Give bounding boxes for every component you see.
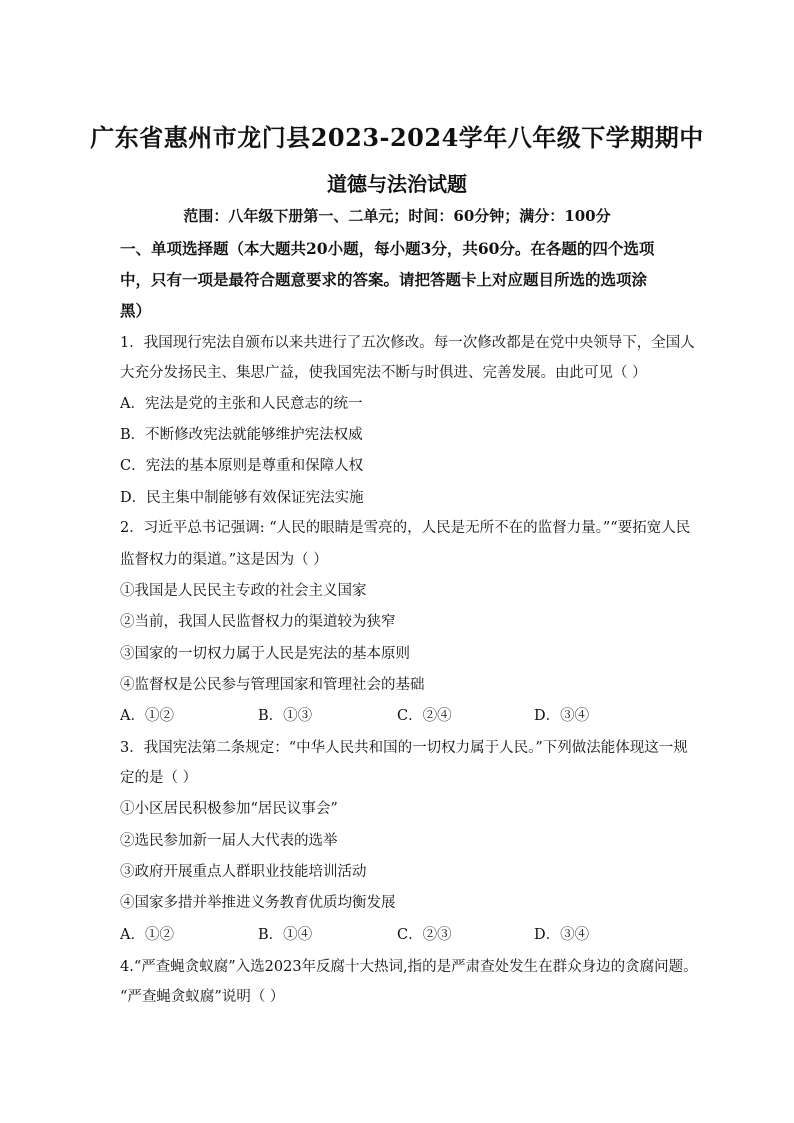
exam-title: 广东省惠州市龙门县2023-2024学年八年级下学期期中 <box>90 123 704 152</box>
q3-option-d: D．③④ <box>534 927 590 943</box>
q4-stem-line-1: 4.“严查蝇贪蚁腐”入选2023年反腐十大热词,指的是严肃查处发生在群众身边的贪腐问题。 <box>120 959 698 975</box>
q2-option-b: B．①③ <box>258 708 313 724</box>
exam-scope: 范围：八年级下册第一、二单元；时间：60分钟；满分：100分 <box>183 207 611 225</box>
q1-option-b: B．不断修改宪法就能够维护宪法权威 <box>120 427 363 443</box>
q2-stem-line-1: 2．习近平总书记强调: “人民的眼睛是雪亮的，人民是无所不在的监督力量。”“要拓宽人民 <box>120 520 691 536</box>
q4-stem-line-2: “严查蝇贪蚁腐”说明（ ） <box>120 989 285 1005</box>
q1-option-c: C．宪法的基本原则是尊重和保障人权 <box>120 458 364 474</box>
exam-subtitle: 道德与法治试题 <box>327 172 467 196</box>
q2-stem-line-2: 监督权力的渠道。”这是因为（ ） <box>120 552 328 568</box>
q2-statement-2: ②当前，我国人民监督权力的渠道较为狭窄 <box>120 614 396 630</box>
q3-option-a: A．①② <box>120 927 174 943</box>
q1-option-a: A．宪法是党的主张和人民意志的统一 <box>120 396 363 412</box>
q2-option-a: A．①② <box>120 708 174 724</box>
q2-option-c: C．②④ <box>397 708 452 724</box>
q3-stem-line-1: 3．我国宪法第二条规定：“中华人民共和国的一切权力属于人民。”下列做法能体现这一规 <box>120 740 688 756</box>
q2-statement-4: ④监督权是公民参与管理国家和管理社会的基础 <box>120 677 425 693</box>
section-heading-line-1: 一、单项选择题（本大题共20小题，每小题3分，共60分。在各题的四个选项 <box>120 239 655 258</box>
q2-statement-1: ①我国是人民民主专政的社会主义国家 <box>120 583 367 599</box>
q3-option-c: C．②③ <box>397 927 452 943</box>
section-heading-line-3: 黑） <box>120 301 152 320</box>
q2-option-d: D．③④ <box>534 708 590 724</box>
q3-option-b: B．①④ <box>258 927 313 943</box>
q3-stem-line-2: 定的是（ ） <box>120 770 198 786</box>
q1-option-d: D．民主集中制能够有效保证宪法实施 <box>120 490 364 506</box>
section-heading-line-2: 中，只有一项是最符合题意要求的答案。请把答题卡上对应题目所选的选项涂 <box>120 270 648 289</box>
q1-stem-line-1: 1．我国现行宪法自颁布以来共进行了五次修改。每一次修改都是在党中央领导下，全国人 <box>120 335 695 351</box>
q3-statement-2: ②选民参加新一届人大代表的选举 <box>120 833 338 849</box>
q1-stem-line-2: 大充分发扬民主、集思广益，使我国宪法不断与时俱进、完善发展。由此可见（ ） <box>120 365 647 381</box>
q3-statement-4: ④国家多措并举推进义务教育优质均衡发展 <box>120 895 396 911</box>
q3-statement-1: ①小区居民积极参加“居民议事会” <box>120 801 338 817</box>
q3-statement-3: ③政府开展重点人群职业技能培训活动 <box>120 864 367 880</box>
q2-statement-3: ③国家的一切权力属于人民是宪法的基本原则 <box>120 646 410 662</box>
